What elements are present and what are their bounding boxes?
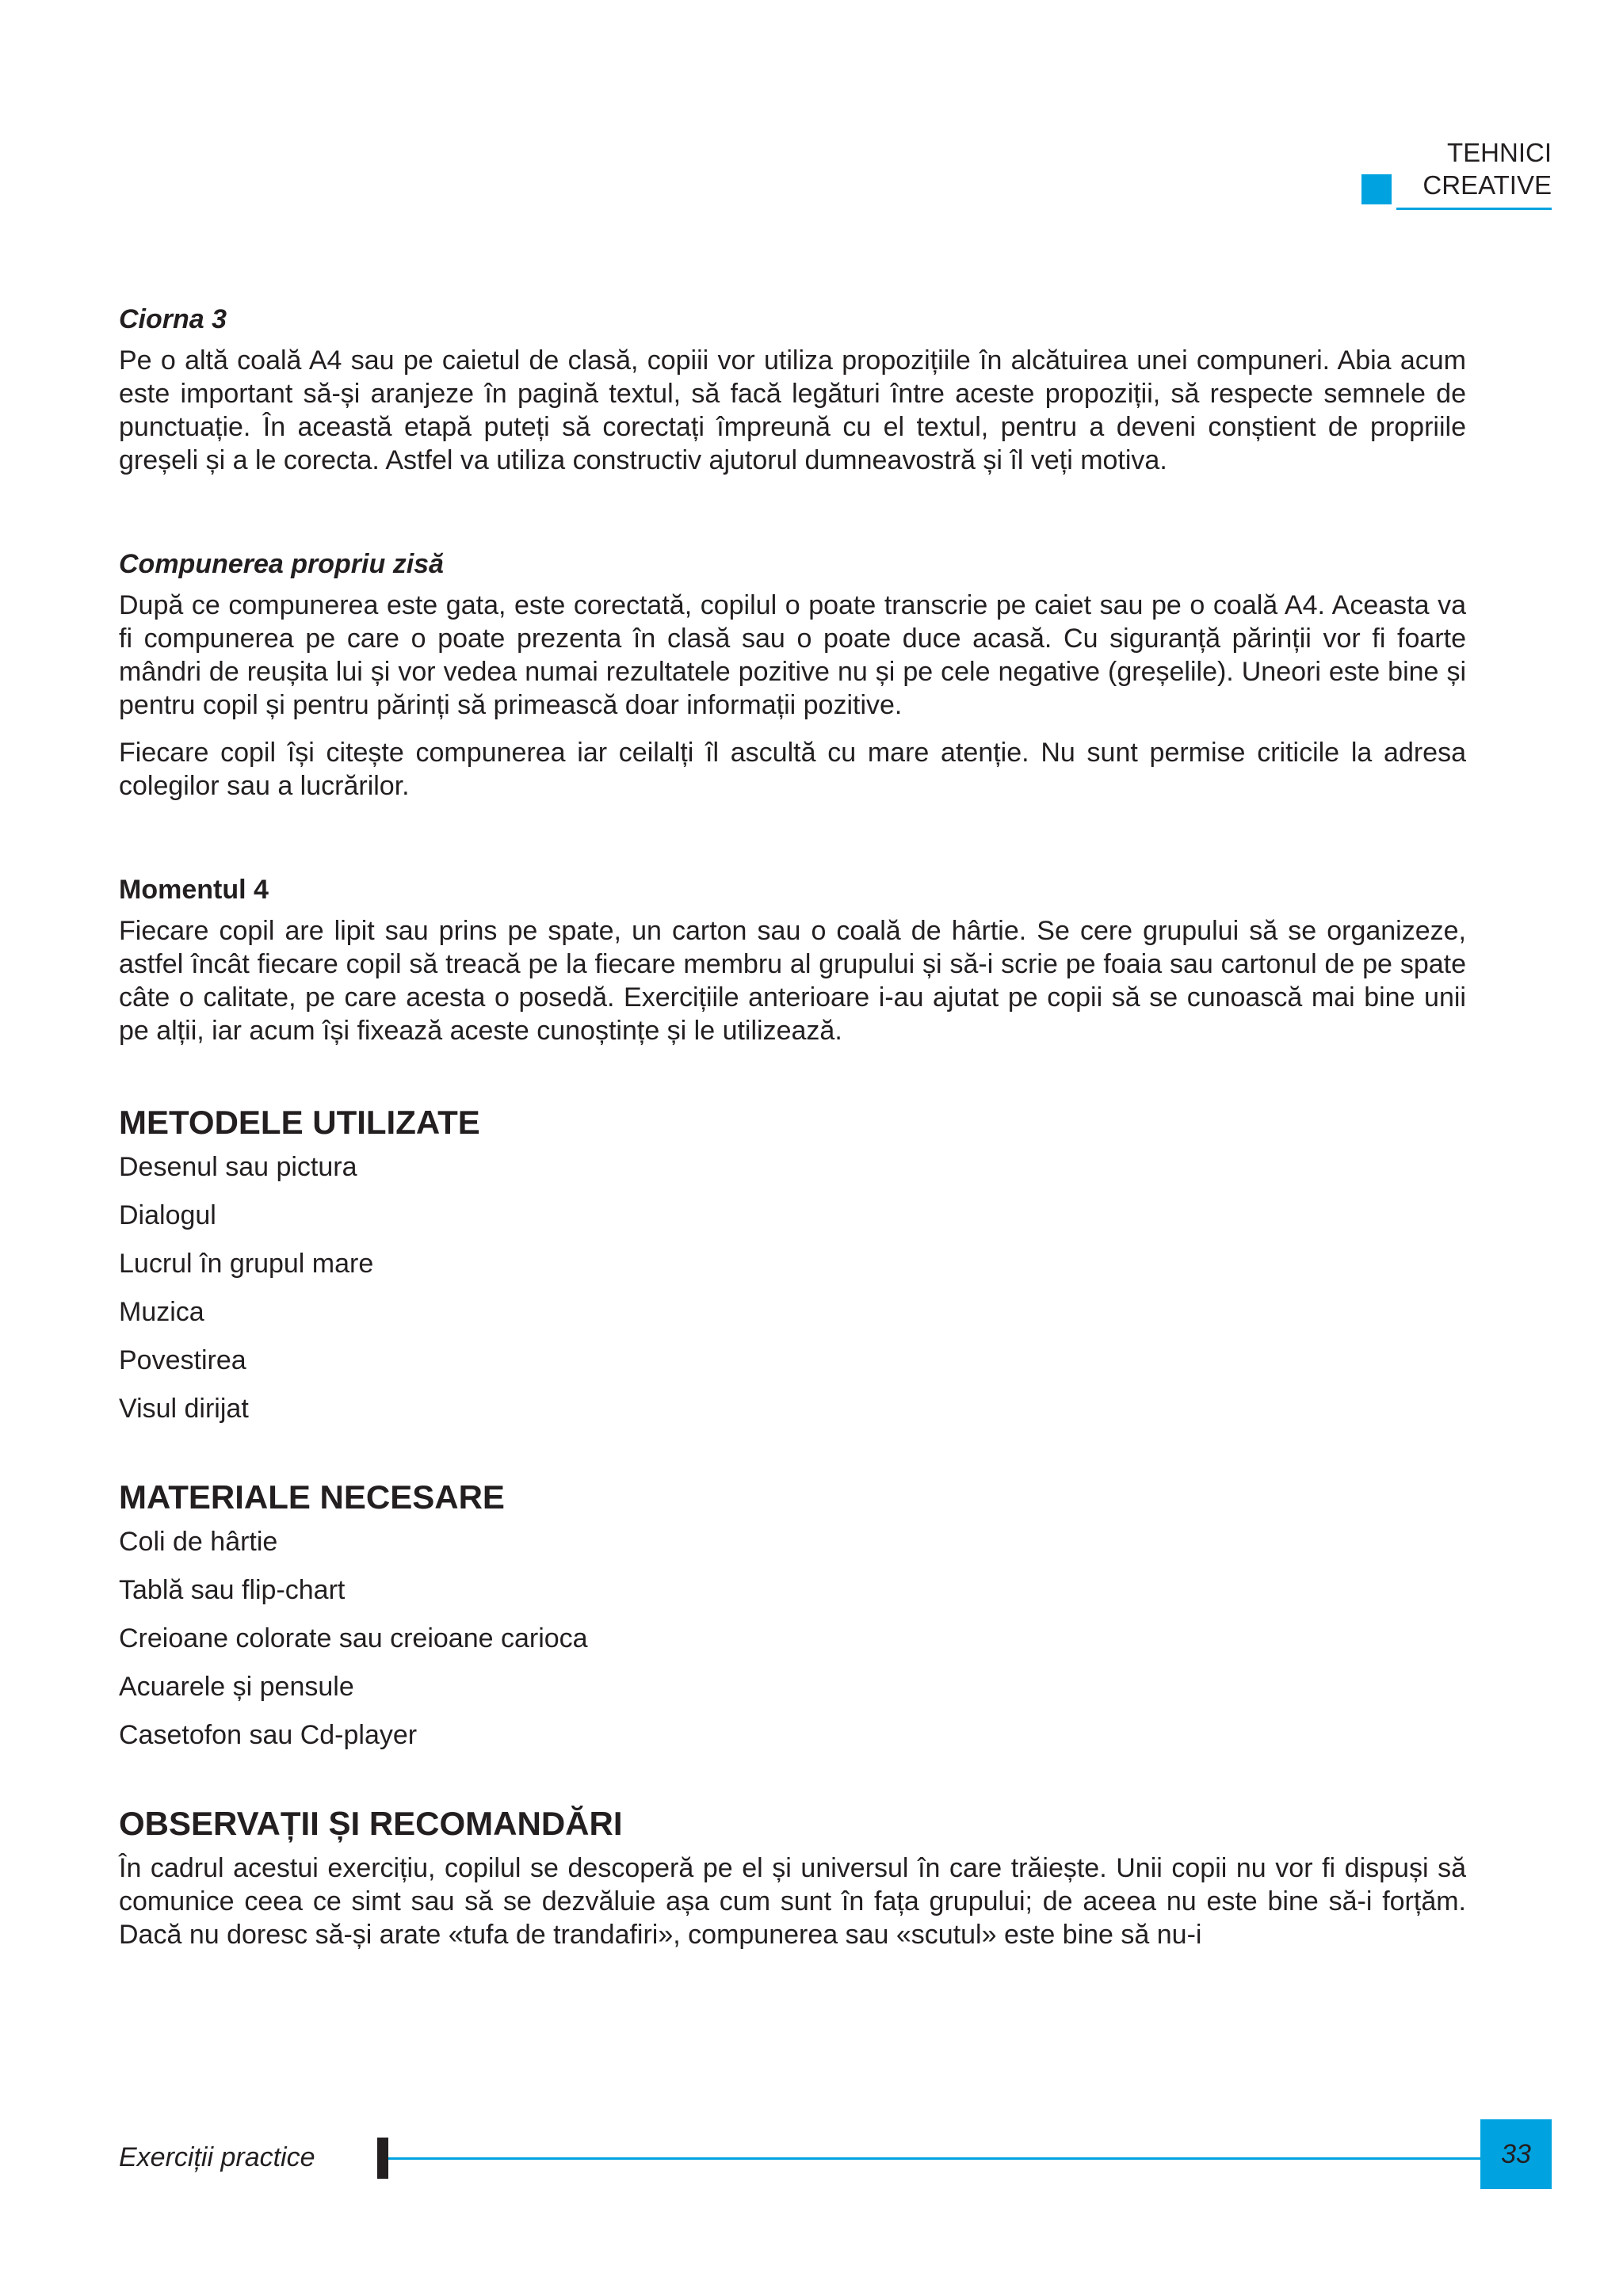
list-item: Casetofon sau Cd-player [119, 1720, 418, 1750]
list-item: Dialogul [119, 1200, 216, 1230]
page-number-box [1480, 2119, 1552, 2189]
list-materiale [119, 1525, 1466, 1752]
list-metodele [119, 1150, 1466, 1425]
paragraph-observatii: În cadrul acestui exercițiu, copilul se descoperă pe el și universul în care trăiește. Unii copii nu vor fi dispuși să comunice ceea ce simt sau să se dezvăluie așa cum sunt în fața grupului; de aceea nu este bine să-i forțăm. Dacă nu doresc să-și arate «tufa de trandafiri», compunerea sau «scutul» este bine să nu-i [119, 1853, 1466, 1950]
list-item: Creioane colorate sau creioane carioca [119, 1623, 588, 1653]
list-item: Lucrul în grupul mare [119, 1249, 374, 1279]
footer-rule [388, 2157, 1482, 2160]
running-header [1361, 136, 1552, 214]
list-item: Povestirea [119, 1345, 246, 1375]
header-accent-square [1361, 174, 1392, 204]
section-heading-observatii: OBSERVAȚII ȘI RECOMANDĂRI [119, 1805, 623, 1842]
paragraph-compunerea-2: Fiecare copil își citește compunerea iar ceilalți îl ascultă cu mare atenție. Nu sunt permise criticile la adresa colegilor sau a lucrărilor. [119, 738, 1466, 801]
header-title [1423, 136, 1552, 201]
paragraph-compunerea-1: După ce compunerea este gata, este corectată, copilul o poate transcrie pe caiet sau pe o coală A4. Aceasta va fi compunerea pe care o poate prezenta în clasă sau o poate duce acasă. Cu siguranță părinții vor fi foarte mândri de reușita lui și vor vedea numai rezultatele pozitive nu și pe cele negative (greșelile). Uneori este bine și pentru copil și pentru părinți să primească doar informații pozitive. [119, 590, 1466, 720]
list-item: Tablă sau flip-chart [119, 1575, 346, 1605]
header-line-1: TEHNICI [1447, 138, 1552, 167]
header-line-2: CREATIVE [1423, 170, 1552, 200]
list-item: Muzica [119, 1297, 204, 1327]
list-item: Desenul sau pictura [119, 1152, 357, 1182]
section-heading-metodele: METODELE UTILIZATE [119, 1104, 480, 1141]
subhead-momentul-4: Momentul 4 [119, 875, 269, 905]
footer-marker-bar [377, 2138, 388, 2179]
footer-label: Exerciții practice [119, 2142, 315, 2172]
page-number: 33 [1501, 2138, 1531, 2169]
page-content [119, 303, 1466, 1951]
paragraph-ciorna-3: Pe o altă coală A4 sau pe caietul de clasă, copiii vor utiliza propozițiile în alcătuirea unei compuneri. Abia acum este important să-și aranjeze în pagină textul, să facă legături între aceste propoziții, să respecte semnele de punctuație. În această etapă puteți să corectați împreună cu el textul, pentru a deveni conștient de propriile greșeli și a le corecta. Astfel va utiliza constructiv ajutorul dumneavostră și îl veți motiva. [119, 345, 1466, 475]
section-heading-materiale: MATERIALE NECESARE [119, 1478, 505, 1516]
list-item: Visul dirijat [119, 1394, 249, 1424]
paragraph-momentul-4: Fiecare copil are lipit sau prins pe spate, un carton sau o coală de hârtie. Se cere grupului să se organizeze, astfel încât fiecare copil să treacă pe la fiecare membru al grupului și să-i scrie pe foaia sau cartonul de pe spate câte o calitate, pe care acesta o posedă. Exercițiile anterioare i-au ajutat pe copii să se cunoască mai bine unii pe alții, iar acum își fixează aceste cunoștințe și le utilizează. [119, 916, 1466, 1046]
list-item: Acuarele și pensule [119, 1672, 354, 1702]
subhead-ciorna-3: Ciorna 3 [119, 304, 227, 334]
header-underline [1396, 208, 1552, 210]
subhead-compunerea: Compunerea propriu zisă [119, 549, 444, 579]
list-item: Coli de hârtie [119, 1527, 278, 1557]
